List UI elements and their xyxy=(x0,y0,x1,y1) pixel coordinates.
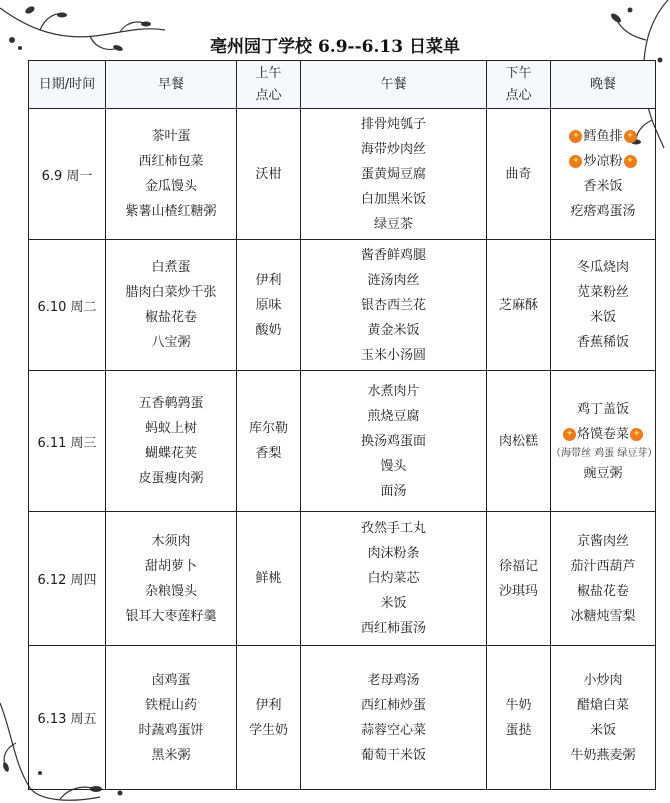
header-lunch: 午餐 xyxy=(301,61,487,109)
menu-item: 涟汤肉丝 xyxy=(367,272,420,288)
menu-item: 疙瘩鸡蛋汤 xyxy=(570,204,636,219)
breakfast-cell xyxy=(106,512,237,646)
table-row xyxy=(29,109,656,240)
menu-item: 绿豆茶 xyxy=(373,216,413,232)
menu-item: 库尔勒 xyxy=(248,421,288,436)
menu-item: 杂粮馒头 xyxy=(144,583,197,599)
menu-table xyxy=(28,60,656,790)
menu-item: 苋菜粉丝 xyxy=(576,285,629,300)
menu-item: 五香鹌鹑蛋 xyxy=(138,396,204,411)
menu-item: 换汤鸡蛋面 xyxy=(360,433,426,449)
menu-item: 徐福记 xyxy=(498,558,538,574)
am-snack-cell xyxy=(237,512,301,646)
menu-item: 牛奶 xyxy=(505,697,532,713)
menu-item: 香米饭 xyxy=(583,179,623,194)
menu-item: 牛奶燕麦粥 xyxy=(570,747,636,763)
menu-item: 银杏西兰花 xyxy=(360,297,426,313)
menu-item: 京酱肉丝 xyxy=(576,533,629,549)
lunch-cell xyxy=(301,512,487,646)
menu-item: 老母鸡汤 xyxy=(367,672,420,688)
menu-item: 小炒肉 xyxy=(583,672,623,688)
header-row xyxy=(29,61,656,109)
am-snack-cell xyxy=(237,371,301,512)
table-row xyxy=(29,512,656,646)
dinner-cell xyxy=(551,109,656,240)
menu-item: 白煮蛋 xyxy=(151,260,191,275)
date-cell: 6.12 周四 xyxy=(29,512,106,646)
menu-item: 八宝粥 xyxy=(151,335,191,350)
dinner-cell xyxy=(551,646,656,790)
menu-item: 铁棍山药 xyxy=(144,697,197,713)
menu-item: 海带炒肉丝 xyxy=(360,141,426,157)
sparkle-icon: ✦ xyxy=(630,428,643,441)
table-row xyxy=(29,646,656,790)
menu-item: 甜胡萝卜 xyxy=(144,558,197,574)
header-pm-snack-line: 点心 xyxy=(505,87,532,103)
menu-item-text: 炒凉粉 xyxy=(583,154,623,169)
breakfast-cell xyxy=(106,240,237,371)
menu-item: 葡萄干米饭 xyxy=(360,747,426,763)
menu-item: 伊利 xyxy=(255,272,282,288)
header-am-snack-line: 点心 xyxy=(255,87,282,103)
menu-item: 原味 xyxy=(255,297,282,313)
menu-item: 冬瓜烧肉 xyxy=(576,260,629,275)
menu-item: 茶叶蛋 xyxy=(151,129,191,144)
menu-item: 米饭 xyxy=(589,310,616,325)
header-am-snack-line: 上午 xyxy=(255,65,282,81)
pm-snack-cell xyxy=(487,512,551,646)
header-breakfast: 早餐 xyxy=(106,61,237,109)
menu-item: 椒盐花卷 xyxy=(144,310,197,325)
dinner-cell xyxy=(551,512,656,646)
menu-item: 黄金米饭 xyxy=(367,322,420,338)
menu-item: 蛋黄焗豆腐 xyxy=(360,166,426,182)
lunch-cell xyxy=(301,371,487,512)
menu-item: 西红柿炒蛋 xyxy=(360,697,426,713)
menu-item: 玉米小汤圆 xyxy=(360,347,426,363)
sparkle-icon: ✦ xyxy=(563,428,576,441)
menu-item: 椒盐花卷 xyxy=(576,583,629,599)
menu-item: 排骨炖瓠子 xyxy=(360,116,426,132)
menu-item-text: 烙馍卷菜 xyxy=(576,426,629,442)
header-dinner: 晚餐 xyxy=(551,61,656,109)
menu-item: 醋熗白菜 xyxy=(576,697,629,713)
menu-item: 学生奶 xyxy=(248,722,288,738)
menu-item: 豌豆粥 xyxy=(583,465,623,481)
menu-item: 水煮肉片 xyxy=(367,383,420,399)
breakfast-cell xyxy=(106,646,237,790)
menu-item: 肉沫粉条 xyxy=(367,546,420,561)
menu-item: 沃柑 xyxy=(255,166,282,182)
menu-item: 紫薯山楂红糖粥 xyxy=(125,204,217,219)
menu-item: 白灼菜芯 xyxy=(367,571,420,586)
menu-item: 芝麻酥 xyxy=(498,297,538,313)
menu-item: 鸡丁盖饭 xyxy=(576,401,629,417)
date-cell: 6.9 周一 xyxy=(29,109,106,240)
lunch-cell xyxy=(301,646,487,790)
date-cell: 6.10 周二 xyxy=(29,240,106,371)
lunch-cell xyxy=(301,240,487,371)
menu-item: 卤鸡蛋 xyxy=(151,672,191,688)
menu-item: 茄汁西葫芦 xyxy=(570,558,636,574)
menu-item: 米饭 xyxy=(589,722,616,738)
pm-snack-cell xyxy=(487,240,551,371)
date-cell: 6.11 周三 xyxy=(29,371,106,512)
menu-item: 面汤 xyxy=(380,483,407,499)
menu-item: 香梨 xyxy=(255,446,282,461)
date-cell: 6.13 周五 xyxy=(29,646,106,790)
sparkle-icon: ✦ xyxy=(624,155,637,168)
menu-item: 银耳大枣莲籽羹 xyxy=(125,608,217,624)
header-pm-snack xyxy=(487,61,551,109)
menu-item: 金瓜馒头 xyxy=(144,179,197,194)
menu-item: 蚂蚁上树 xyxy=(144,421,197,436)
menu-item: 伊利 xyxy=(255,697,282,713)
pm-snack-cell xyxy=(487,109,551,240)
menu-item: 沙琪玛 xyxy=(498,583,538,599)
menu-item: 西红柿包菜 xyxy=(138,154,204,169)
menu-item: 曲奇 xyxy=(505,166,532,182)
menu-item: 孜然手工丸 xyxy=(360,521,426,536)
page-title: 亳州园丁学校 6.9--6.13 日菜单 xyxy=(210,37,460,57)
lunch-cell xyxy=(301,109,487,240)
menu-item: 肉松糕 xyxy=(498,433,538,449)
menu-item: 蝴蝶花荚 xyxy=(144,446,197,461)
menu-item: 腊肉白菜炒千张 xyxy=(125,285,217,300)
menu-item-text: 鳕鱼排 xyxy=(583,129,623,144)
menu-item: 冰糖炖雪梨 xyxy=(570,608,636,624)
menu-item: 酱香鲜鸡腿 xyxy=(360,247,426,263)
menu-item-highlight xyxy=(551,124,655,149)
menu-item-highlight xyxy=(551,422,655,447)
menu-item: 白加黑米饭 xyxy=(360,191,426,207)
sparkle-icon: ✦ xyxy=(624,130,637,143)
header-pm-snack-line: 下午 xyxy=(505,65,532,81)
menu-item: 皮蛋瘦肉粥 xyxy=(138,471,204,486)
menu-item: 木须肉 xyxy=(151,533,191,549)
header-date: 日期/时间 xyxy=(29,61,106,109)
table-row xyxy=(29,371,656,512)
pm-snack-cell xyxy=(487,646,551,790)
menu-item: 蒜蓉空心菜 xyxy=(360,722,426,738)
header-am-snack xyxy=(237,61,301,109)
menu-item: 香蕉稀饭 xyxy=(576,335,629,350)
menu-item: 米饭 xyxy=(380,596,407,611)
am-snack-cell xyxy=(237,646,301,790)
breakfast-cell xyxy=(106,371,237,512)
sparkle-icon: ✦ xyxy=(569,155,582,168)
menu-item: 黑米粥 xyxy=(151,747,191,763)
menu-item: 蛋挞 xyxy=(505,722,532,738)
menu-item: 馒头 xyxy=(380,458,407,474)
am-snack-cell xyxy=(237,109,301,240)
pm-snack-cell xyxy=(487,371,551,512)
menu-item: 煎烧豆腐 xyxy=(367,408,420,424)
table-row xyxy=(29,240,656,371)
menu-item: 酸奶 xyxy=(255,322,282,338)
menu-item: 西红柿蛋汤 xyxy=(360,621,426,636)
menu-item-note: （海带丝 鸡蛋 绿豆芽） xyxy=(551,447,658,459)
menu-item: 时蔬鸡蛋饼 xyxy=(138,722,204,738)
sparkle-icon: ✦ xyxy=(569,130,582,143)
am-snack-cell xyxy=(237,240,301,371)
dinner-cell xyxy=(551,371,656,512)
menu-item-highlight xyxy=(551,149,655,174)
dinner-cell xyxy=(551,240,656,371)
breakfast-cell xyxy=(106,109,237,240)
menu-item: 鲜桃 xyxy=(255,571,282,586)
